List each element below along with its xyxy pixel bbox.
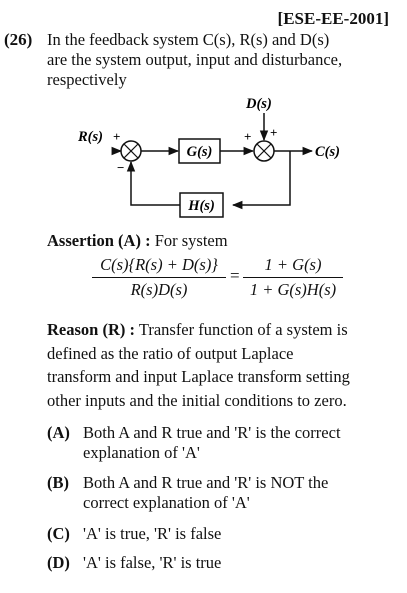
reason-line: other inputs and the initial conditions to zero. [47, 390, 347, 410]
sum2-left-plus-sign: + [244, 129, 252, 144]
reason-line: defined as the ratio of output Laplace [47, 343, 294, 363]
sum1-plus-sign: + [113, 129, 121, 144]
output-label: C(s) [315, 144, 340, 160]
lhs-denominator: R(s)D(s) [130, 280, 188, 299]
stem-line: In the feedback system C(s), R(s) and D(s) [47, 30, 330, 49]
option-line: correct explanation of 'A' [83, 493, 250, 512]
rhs-denominator: 1 + G(s)H(s) [249, 280, 337, 299]
option-c[interactable] [47, 524, 378, 544]
feedback-path-out [131, 162, 180, 205]
disturbance-label: D(s) [246, 96, 272, 112]
option-line: 'A' is false, 'R' is true [83, 553, 222, 572]
option-text [83, 524, 378, 544]
input-label: R(s) [78, 129, 103, 145]
reason-line: transform and input Laplace transform setting [47, 367, 350, 386]
option-a[interactable] [47, 423, 378, 463]
block-diagram [0, 0, 407, 230]
forward-block-label: G(s) [186, 144, 213, 160]
option-letter: (B) [47, 473, 69, 492]
source-tag: [ESE-EE-2001] [277, 9, 389, 28]
assertion-label: Assertion (A) : [47, 231, 151, 250]
reason-text: Transfer function of a system is [138, 320, 348, 339]
feedback-block [180, 193, 223, 217]
option-letter: (D) [47, 553, 70, 572]
stem-line: respectively [47, 70, 127, 89]
equals-sign: = [230, 266, 240, 285]
option-text [83, 553, 378, 573]
option-line: 'A' is true, 'R' is false [83, 524, 222, 543]
summing-junction-2 [254, 141, 274, 161]
option-letter: (A) [47, 423, 70, 442]
option-letter: (C) [47, 524, 70, 543]
assertion-line [47, 231, 228, 251]
rhs-fraction [243, 255, 343, 300]
option-text [83, 423, 378, 463]
sum2-top-plus-sign: + [270, 125, 278, 140]
lhs-numerator: C(s){R(s) + D(s)} [92, 255, 226, 278]
summing-junction-1 [121, 141, 141, 161]
lhs-fraction [92, 255, 226, 300]
sum1-minus-sign: − [117, 160, 125, 175]
reason-label: Reason (R) : [47, 320, 135, 339]
rhs-numerator: 1 + G(s) [243, 255, 343, 278]
option-line: explanation of 'A' [83, 443, 200, 462]
option-text [83, 473, 378, 513]
question-number: (26) [4, 30, 33, 49]
feedback-block-label: H(s) [188, 198, 215, 214]
stem-line: are the system output, input and disturbance, [47, 50, 343, 69]
forward-block [179, 139, 220, 163]
assertion-text: For system [154, 231, 228, 250]
option-line: Both A and R true and 'R' is the correct [83, 423, 341, 442]
option-b[interactable] [47, 473, 378, 513]
option-line: Both A and R true and 'R' is NOT the [83, 473, 329, 492]
option-d[interactable] [47, 553, 378, 573]
reason-block [47, 318, 377, 412]
reason-line [47, 318, 377, 342]
